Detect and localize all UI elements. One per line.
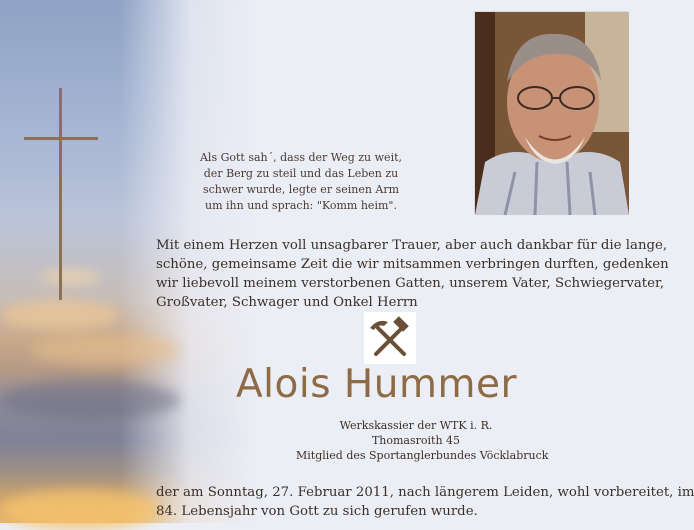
address: Thomasroith 45	[371, 434, 461, 447]
deceased-name: Alois Hummer	[236, 362, 517, 407]
intro-line: Großvater, Schwager und Onkel Herrn	[156, 295, 418, 310]
verse-quote	[196, 150, 406, 214]
cloud-decoration	[0, 490, 160, 530]
closing-line: 84. Lebensjahr von Gott zu sich gerufen wurde.	[156, 504, 478, 519]
verse-line: um ihn und sprach: "Komm heim".	[205, 199, 397, 212]
closing-line: der am Sonntag, 27. Februar 2011, nach längerem Leiden, wohl vorbereitet, im	[156, 485, 694, 500]
cross-icon	[59, 88, 62, 300]
verse-line: Als Gott sah´, dass der Weg zu weit,	[199, 151, 403, 164]
intro-paragraph	[156, 236, 669, 312]
membership: Mitglied des Sportanglerbundes Vöcklabruck	[296, 449, 549, 462]
cloud-decoration	[0, 300, 120, 330]
verse-line: schwer wurde, legte er seinen Arm	[202, 183, 400, 196]
closing-paragraph	[156, 483, 694, 521]
cloud-decoration	[30, 335, 180, 365]
portrait-photo	[474, 11, 628, 214]
cross-icon-bar	[24, 137, 98, 140]
occupation-title: Werkskassier der WTK i. R.	[339, 419, 493, 432]
hammer-and-pick-icon	[364, 312, 416, 364]
intro-line: schöne, gemeinsame Zeit die wir mitsammen verbringen durften, gedenken	[156, 257, 669, 272]
cloud-decoration	[0, 380, 180, 420]
intro-line: wir liebevoll meinem verstorbenen Gatten, unserem Vater, Schwiegervater,	[156, 276, 665, 291]
deceased-details	[296, 418, 549, 463]
verse-line: der Berg zu steil und das Leben zu	[203, 167, 399, 180]
cloud-decoration	[40, 270, 100, 284]
intro-line: Mit einem Herzen voll unsagbarer Trauer, aber auch dankbar für die lange,	[156, 238, 668, 253]
portrait-image	[475, 12, 629, 215]
